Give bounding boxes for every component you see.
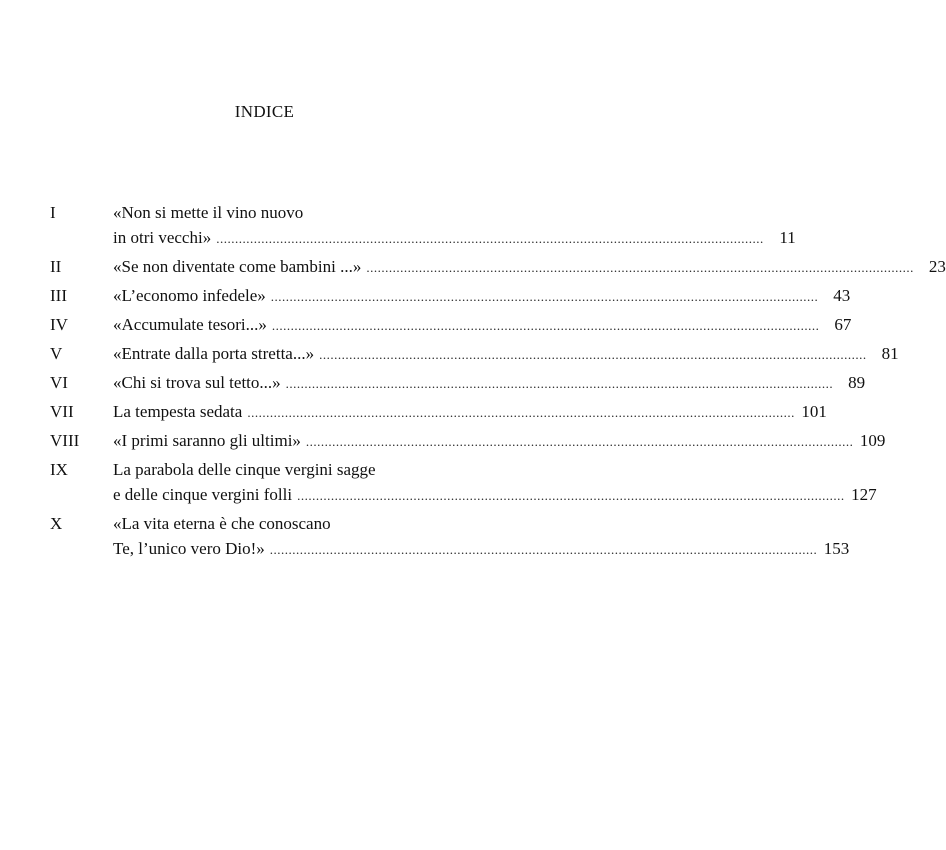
page-number: 23 <box>928 257 946 276</box>
table-of-contents <box>50 200 946 561</box>
page-number: 153 <box>823 539 850 558</box>
page-number: 101 <box>801 402 827 421</box>
chapter-title: «L’economo infedele» <box>113 286 266 305</box>
dot-leader: .................................................................................................................................................. <box>297 488 845 503</box>
chapter-title: «Se non diventate come bambini ...» <box>113 257 362 276</box>
dot-leader: .................................................................................................................................................. <box>216 231 764 246</box>
chapter-title-continued: in otri vecchi» <box>113 228 212 247</box>
chapter-number: VII <box>50 402 74 421</box>
page-number: 89 <box>848 373 866 392</box>
toc-entry <box>50 254 946 279</box>
chapter-title: La parabola delle cinque vergini sagge <box>113 460 376 479</box>
toc-entry <box>50 399 827 424</box>
chapter-number: II <box>50 257 62 276</box>
toc-entry <box>50 283 851 308</box>
chapter-title-continued: e delle cinque vergini folli <box>113 485 293 504</box>
toc-entry <box>50 457 877 507</box>
chapter-title-continued: Te, l’unico vero Dio!» <box>113 539 265 558</box>
chapter-title: «I primi saranno gli ultimi» <box>113 431 301 450</box>
toc-entry <box>50 370 866 395</box>
dot-leader: .................................................................................................................................................. <box>305 434 854 449</box>
page-number: 109 <box>859 431 886 450</box>
dot-leader: .................................................................................................................................................. <box>269 542 818 557</box>
dot-leader: .................................................................................................................................................. <box>271 318 820 333</box>
toc-entry <box>50 200 796 250</box>
chapter-number: V <box>50 344 63 363</box>
page-number: 43 <box>833 286 851 305</box>
chapter-title: «Non si mette il vino nuovo <box>113 203 304 222</box>
dot-leader: .................................................................................................................................................. <box>319 347 867 362</box>
toc-entry <box>50 511 850 561</box>
page-number: 67 <box>834 315 852 334</box>
chapter-title: «Accumulate tesori...» <box>113 315 267 334</box>
chapter-number: X <box>50 514 63 533</box>
toc-entry <box>50 341 899 366</box>
page-title: INDICE <box>234 102 295 121</box>
chapter-title: «Entrate dalla porta stretta...» <box>113 344 315 363</box>
page-number: 11 <box>779 228 796 247</box>
chapter-number: VI <box>50 373 68 392</box>
dot-leader: .................................................................................................................................................. <box>247 405 795 420</box>
chapter-number: I <box>50 203 56 222</box>
chapter-title: La tempesta sedata <box>113 402 243 421</box>
page-number: 127 <box>851 485 877 504</box>
chapter-number: VIII <box>50 431 80 450</box>
chapter-number: III <box>50 286 67 305</box>
dot-leader: .................................................................................................................................................. <box>285 376 834 391</box>
chapter-title: «Chi si trova sul tetto...» <box>113 373 281 392</box>
chapter-number: IX <box>50 460 68 479</box>
dot-leader: .................................................................................................................................................. <box>270 289 819 304</box>
chapter-title: «La vita eterna è che conoscano <box>113 514 331 533</box>
toc-entry <box>50 312 852 337</box>
chapter-number: IV <box>50 315 68 334</box>
toc-entry <box>50 428 886 453</box>
page-number: 81 <box>881 344 899 363</box>
dot-leader: .................................................................................................................................................. <box>366 260 914 275</box>
